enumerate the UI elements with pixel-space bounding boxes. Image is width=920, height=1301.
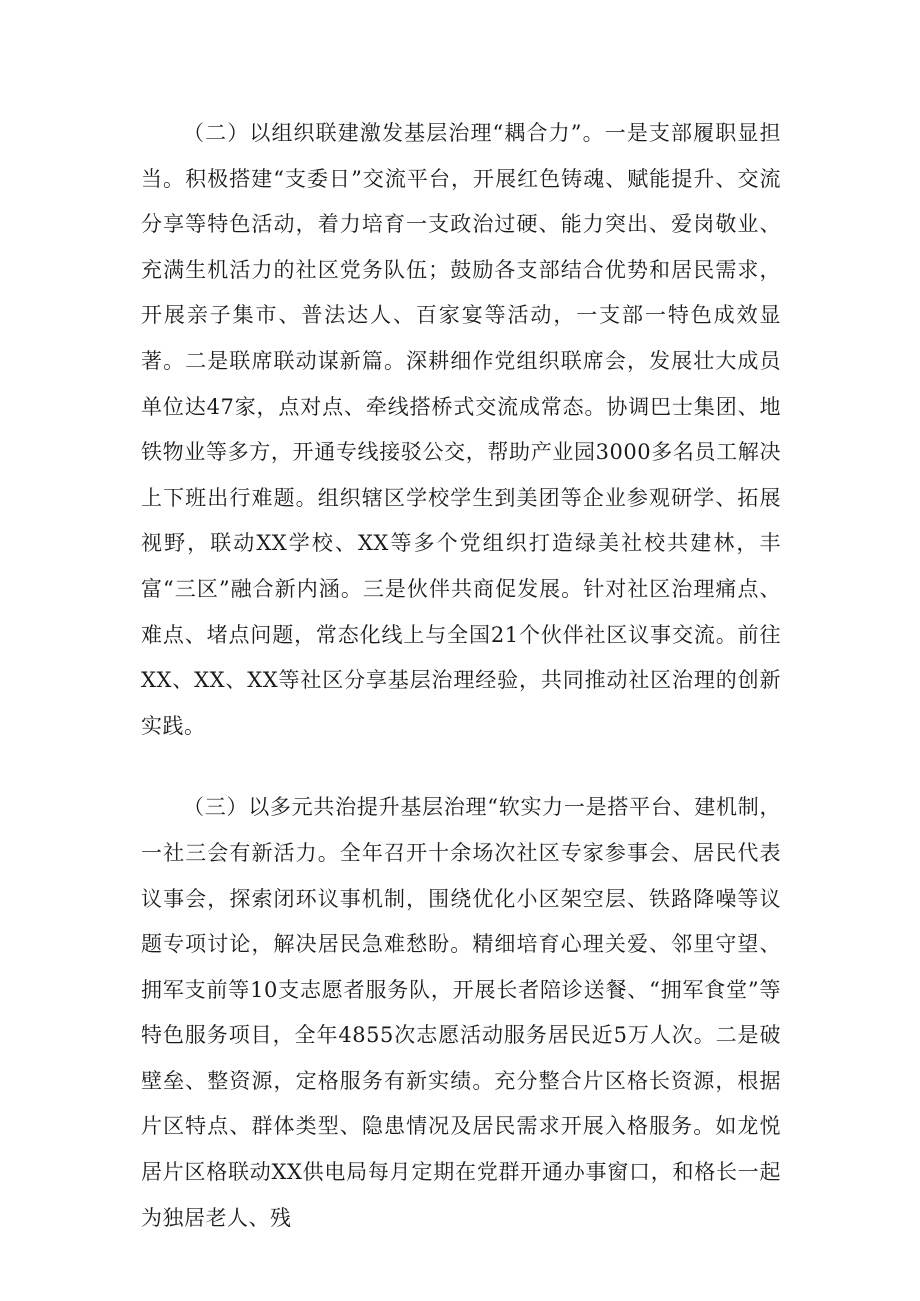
document-body <box>141 111 781 1241</box>
paragraph-organization-joint-building: （二）以组织联建激发基层治理“耦合力”。一是支部履职显担当。积极搭建“支委日”交流平台，开展红色铸魂、赋能提升、交流分享等特色活动，着力培育一支政治过硬、能力突出、爱岗敬业、充满生机活力的社区党务队伍；鼓励各支部结合优势和居民需求，开展亲子集市、普法达人、百家宴等活动，一支部一特色成效显著。二是联席联动谋新篇。深耕细作党组织联席会，发展壮大成员单位达47家，点对点、牵线搭桥式交流成常态。协调巴士集团、地铁物业等多方，开通专线接驳公交，帮助产业园3000多名员工解决上下班出行难题。组织辖区学校学生到美团等企业参观研学、拓展视野，联动XX学校、XX等多个党组织打造绿美社校共建林，丰富“三区”融合新内涵。三是伙伴共商促发展。针对社区治理痛点、难点、堵点问题，常态化线上与全国21个伙伴社区议事交流。前往XX、XX、XX等社区分享基层治理经验，共同推动社区治理的创新实践。 <box>141 121 781 738</box>
paragraph-multi-governance: （三）以多元共治提升基层治理“软实力一是搭平台、建机制，一社三会有新活力。全年召开十余场次社区专家参事会、居民代表议事会，探索闭环议事机制，围绕优化小区架空层、铁路降噪等议题专项讨论，解决居民急难愁盼。精细培育心理关爱、邻里守望、拥军支前等10支志愿者服务队，开展长者陪诊送餐、“拥军食堂”等特色服务项目，全年4855次志愿活动服务居民近5万人次。二是破壁垒、整资源，定格服务有新实绩。充分整合片区格长资源，根据片区特点、群体类型、隐患情况及居民需求开展入格服务。如龙悦居片区格联动XX供电局每月定期在党群开通办事窗口，和格长一起为独居老人、残 <box>141 795 781 1230</box>
